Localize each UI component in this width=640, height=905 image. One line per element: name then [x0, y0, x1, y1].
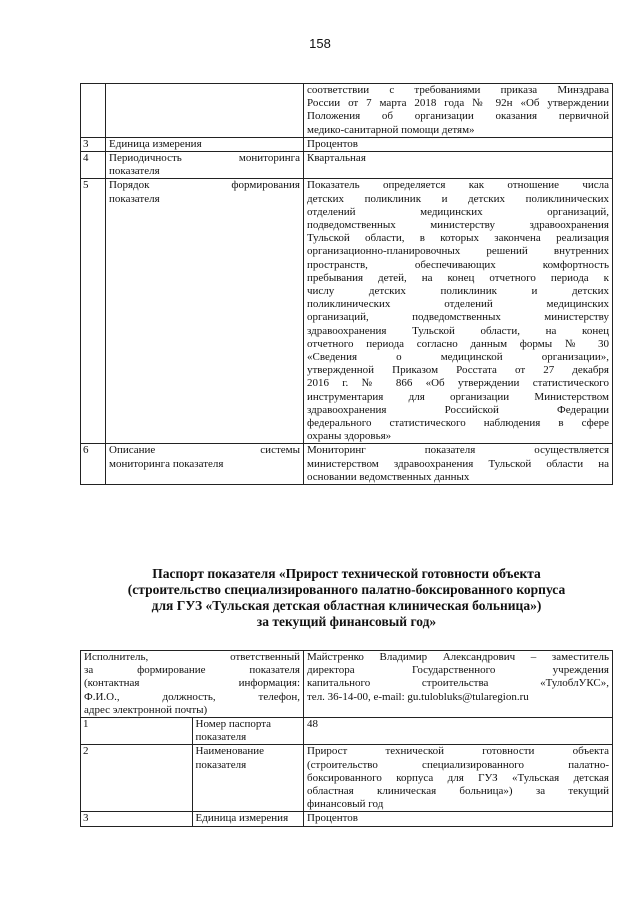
text-line: областная клиническая больница») за текущий — [307, 785, 609, 798]
row-number: 3 — [81, 812, 193, 826]
row-value: Процентов — [304, 812, 613, 826]
text-line: отделений медицинских организаций, — [307, 205, 609, 218]
row-number: 2 — [81, 745, 193, 812]
text-line: подведомственных министерству здравоохранения — [307, 219, 609, 232]
text-line: капитального строительства «ТулоблУКС», — [307, 677, 609, 690]
text-line: Ф.И.О., должность, телефон, — [84, 690, 300, 703]
row-number: 1 — [81, 718, 193, 745]
table-row — [81, 812, 613, 826]
text-line: здравоохранения Российской Федерации — [307, 403, 609, 416]
row-label — [106, 444, 304, 485]
text-line: пребывания детей, на конец отчетного периода к — [307, 271, 609, 284]
text-line: «Сведения о медицинской организации», — [307, 351, 609, 364]
text-line: показателя — [109, 165, 160, 178]
text-line: основании ведомственных данных — [307, 470, 470, 483]
row-value — [304, 444, 613, 485]
row-label-cell — [106, 84, 304, 138]
text-line: (строительство специализированного палатно- — [307, 758, 609, 771]
text-line: детских поликлиник и детских поликлинических — [307, 192, 609, 205]
indicator-passport-table-continued — [80, 83, 613, 485]
row-label: Единица измерения — [192, 812, 304, 826]
row-value — [304, 651, 613, 718]
text-line: Майстренко Владимир Александрович – заместитель — [307, 651, 609, 663]
text-line: боксированного корпуса для ГУЗ «Тульская детская — [307, 771, 609, 784]
text-line: Периодичность мониторинга — [109, 152, 300, 165]
text-line: министерством здравоохранения Тульской области на — [307, 457, 609, 470]
text-line: Показатель определяется как отношение числа — [307, 179, 609, 192]
title-line: за текущий финансовый год» — [256, 614, 437, 629]
table-row — [81, 651, 613, 718]
row-value — [304, 179, 613, 444]
table-row — [81, 745, 613, 812]
row-value — [304, 745, 613, 812]
row-number: 4 — [81, 152, 106, 179]
indicator-passport-table — [80, 650, 613, 827]
text-line: России от 7 марта 2018 года № 92н «Об утверждении — [307, 97, 609, 110]
row-number: 5 — [81, 179, 106, 444]
title-line: Паспорт показателя «Прирост технической готовности объекта — [152, 566, 541, 581]
row-number-cell — [81, 84, 106, 138]
text-line: медико-санитарной помощи детям» — [307, 123, 475, 136]
row-value: Квартальная — [304, 152, 613, 179]
row-number: 3 — [81, 137, 106, 151]
text-line: финансовый год — [307, 798, 384, 811]
title-line: для ГУЗ «Тульская детская областная клиническая больница») — [151, 598, 542, 613]
text-line: поликлинических отделений медицинских — [307, 298, 609, 311]
text-line: Прирост технической готовности объекта — [307, 745, 609, 758]
text-line: Порядок формирования — [109, 179, 300, 192]
text-line: директора Государственного учреждения — [307, 664, 609, 677]
row-label — [81, 651, 304, 718]
text-line: числу детских поликлиник и детских — [307, 285, 609, 298]
text-line: Тульской области, в которых закончена реализация — [307, 232, 609, 245]
text-line: Исполнитель, ответственный — [84, 651, 300, 663]
text-line: адрес электронной почты) — [84, 703, 208, 716]
text-line: за формирование показателя — [84, 664, 300, 677]
text-line: здравоохранения Тульской области, на конец — [307, 324, 609, 337]
text-line: пространств, обеспечивающих комфортность — [307, 258, 609, 271]
section-title — [80, 566, 613, 630]
text-line: соответствии с требованиями приказа Минздрава — [307, 84, 609, 96]
text-line: 2016 г. № 866 «Об утверждении статистического — [307, 377, 609, 390]
table-row — [81, 179, 613, 444]
row-label: Наименование показателя — [192, 745, 304, 812]
text-line: Описание системы — [109, 444, 300, 457]
text-line: (контактная информация: — [84, 677, 300, 690]
text-line: показателя — [109, 192, 160, 205]
text-line: охраны здоровья» — [307, 430, 392, 443]
text-line: отчетного периода согласно данным формы № 30 — [307, 337, 609, 350]
page-number: 158 — [309, 36, 331, 51]
row-value: 48 — [304, 718, 613, 745]
row-label: Номер паспорта показателя — [192, 718, 304, 745]
table-row — [81, 84, 613, 138]
table-row — [81, 718, 613, 745]
row-label — [106, 152, 304, 179]
text-line: тел. 36-14-00, e-mail: gu.tulobluks@tularegion.ru — [307, 690, 529, 703]
title-line: (строительство специализированного палатно-боксированного корпуса — [127, 582, 566, 597]
text-line: федерального статистического наблюдения в сфере — [307, 417, 609, 430]
row-label: Единица измерения — [106, 137, 304, 151]
text-line: мониторинга показателя — [109, 457, 224, 470]
table-row — [81, 152, 613, 179]
text-line: утвержденной Приказом Росстата от 27 декабря — [307, 364, 609, 377]
table-row — [81, 444, 613, 485]
row-number: 6 — [81, 444, 106, 485]
row-label — [106, 179, 304, 444]
text-line: организаций, подведомственных министерству — [307, 311, 609, 324]
text-line: инструментария для организации Министерством — [307, 390, 609, 403]
row-value-cell — [304, 84, 613, 138]
text-line: организационно-планировочных решений внутренних — [307, 245, 609, 258]
text-line: Положения об организации оказания первичной — [307, 110, 609, 123]
text-line: Мониторинг показателя осуществляется — [307, 444, 609, 457]
row-value: Процентов — [304, 137, 613, 151]
table-row — [81, 137, 613, 151]
